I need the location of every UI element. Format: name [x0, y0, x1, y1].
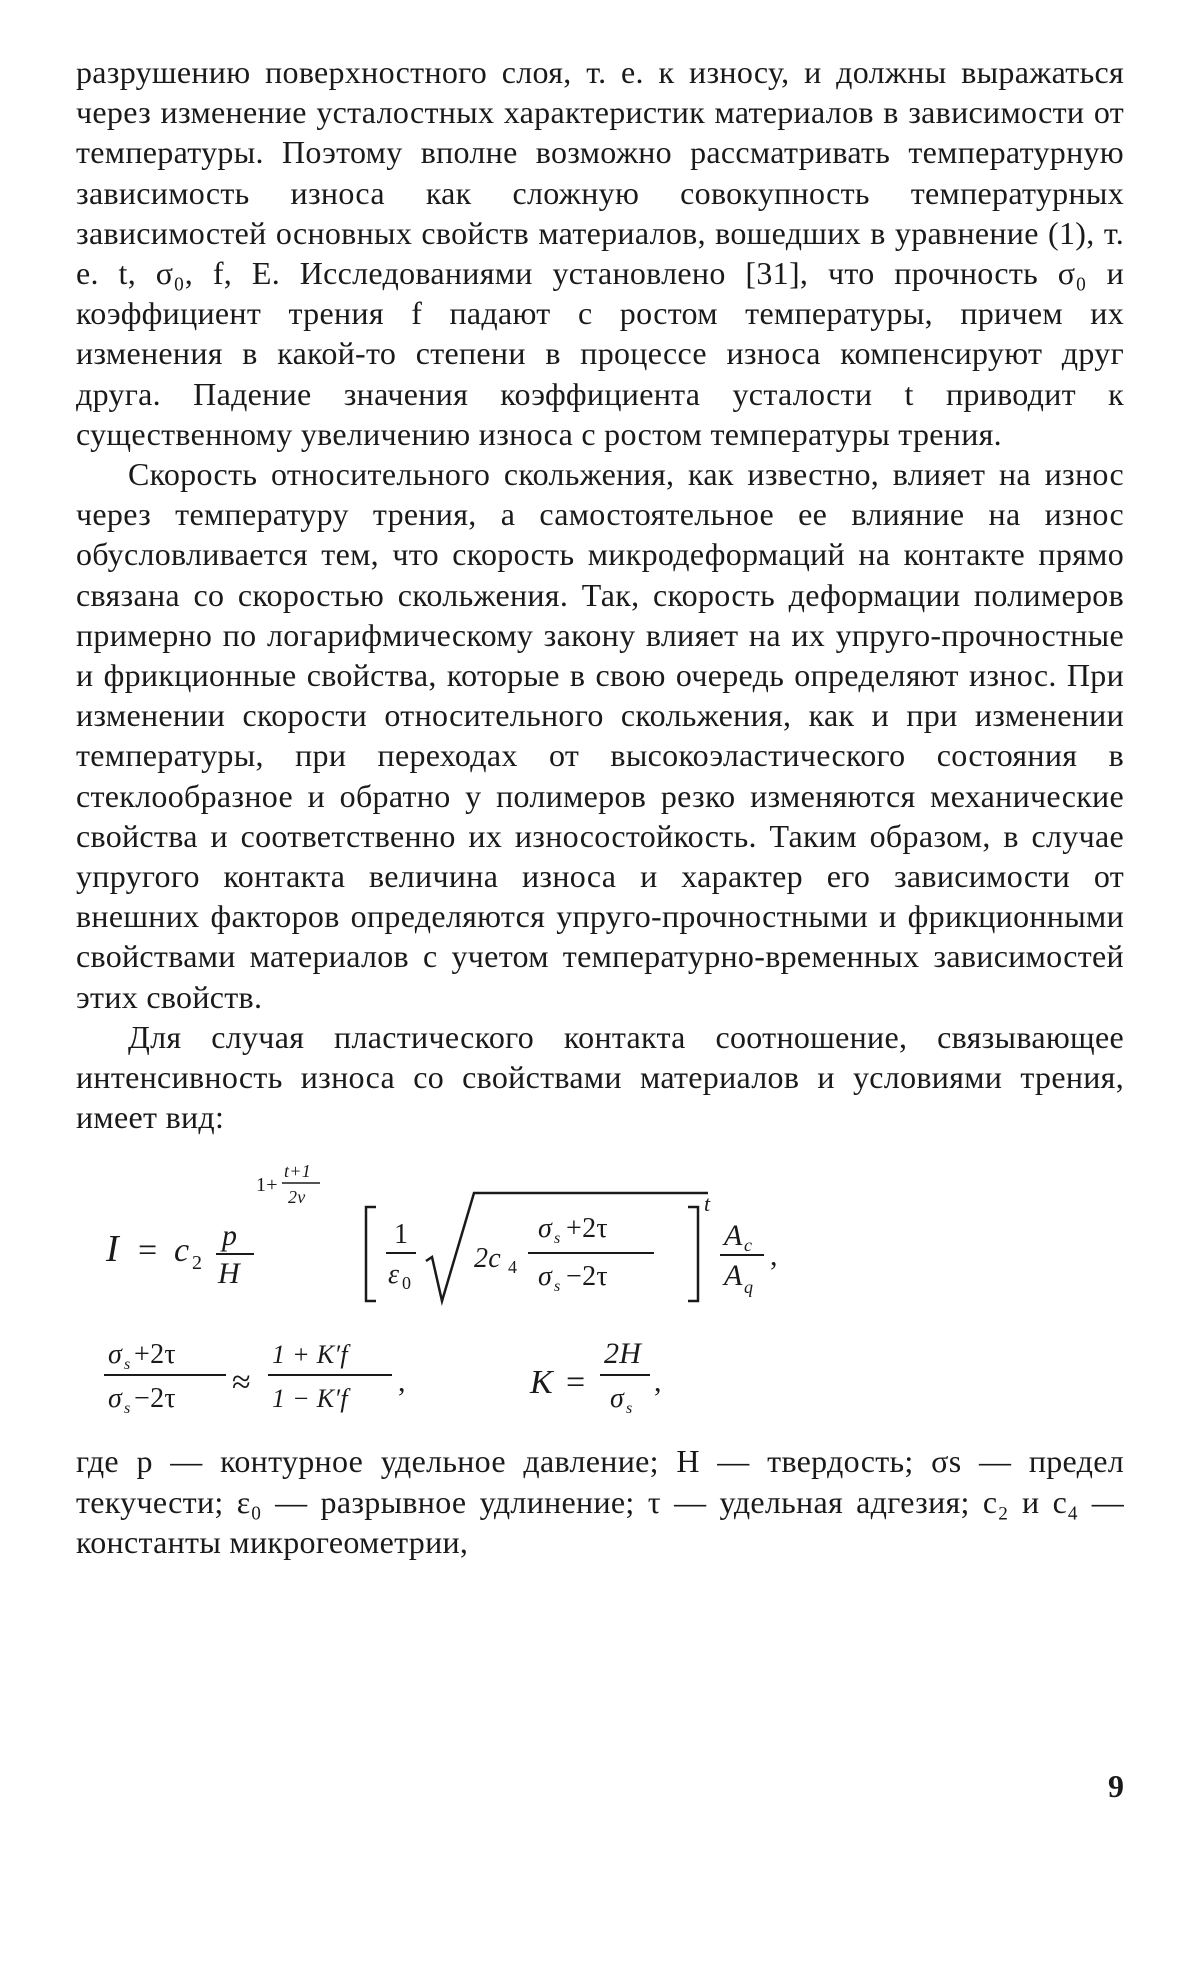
eq2-minus2tau: −2τ	[134, 1383, 176, 1415]
eq2-sig-bot: σ	[108, 1383, 123, 1415]
eq3-K: K	[530, 1364, 553, 1402]
eq1-sig-bot: σ	[538, 1261, 553, 1293]
eq1-c-sub: c	[744, 1235, 753, 1256]
eq3-equals: =	[566, 1364, 586, 1402]
eq1-s-top: s	[554, 1230, 561, 1248]
eq1-exp-den: 2ν	[288, 1187, 306, 1208]
eq2-s-top: s	[124, 1356, 131, 1374]
paragraph-3: Для случая пластического контакта соотношение, связывающее интенсивность износа со свойствами материалов и условиями трения, имеет вид:	[76, 1018, 1124, 1136]
eq3-s-sub: s	[626, 1400, 633, 1418]
eq1-q-sub: q	[744, 1277, 754, 1298]
eq1-s-bot: s	[554, 1278, 561, 1296]
eq3-2H: 2H	[604, 1337, 642, 1371]
equation-svg	[76, 1141, 1124, 1431]
paragraph-1: разрушению поверхностного слоя, т. е. к износу, и должны выражаться через изменение усталостных характеристик материалов в зависимости от температуры. Поэтому вполне возможно рассматривать температурную зависимость износа как сложную совокупность температурных зависимостей основных свойств материалов, вошедших в уравнение (1), т. е. t, σ₀, f, E. Исследованиями установлено [31], что прочность σ₀ и коэффициент трения f падают с ростом температуры, причем их изменения в какой-то степени в процессе износа компенсируют друг друга. Падение значения коэффициента усталости t приводит к существенному увеличению износа с ростом температуры трения.	[76, 54, 1124, 452]
eq1-c4-sub: 4	[508, 1257, 518, 1278]
eq1-c2-sub: 2	[192, 1252, 203, 1275]
eq1-eps0: ε	[388, 1259, 400, 1291]
text-column	[76, 52, 1124, 1562]
eq1-left-bracket	[366, 1207, 376, 1301]
eq2-plus2tau: +2τ	[134, 1339, 176, 1371]
eq2-den: 1 − K′f	[272, 1384, 348, 1414]
eq1-one: 1	[394, 1219, 409, 1251]
eq1-plus2tau: +2τ	[566, 1213, 608, 1245]
eq2-s-bot: s	[124, 1400, 131, 1418]
eq1-right-bracket	[688, 1207, 698, 1301]
eq1-c2: c	[174, 1232, 190, 1270]
eq1-H: H	[218, 1257, 240, 1291]
eq2-num: 1 + K′f	[272, 1340, 348, 1370]
page-number: 9	[1108, 1768, 1124, 1804]
eq1-sig-top: σ	[538, 1213, 553, 1245]
eq1-c4-coef: 2c	[474, 1243, 502, 1275]
eq1-minus2tau: −2τ	[566, 1261, 608, 1293]
eq1-exp-num: t+1	[284, 1161, 312, 1182]
eq3-comma: ,	[654, 1365, 662, 1399]
eq1-eps0-sub: 0	[402, 1273, 412, 1294]
eq1-t-exp: t	[704, 1191, 711, 1217]
paragraph-2: Скорость относительного скольжения, как известно, влияет на износ через температуру трения, а самостоятельное ее влияние на износ обусловливается тем, что скорость микродеформаций на контакте прямо связана со скоростью скольжения. Так, скорость деформации полимеров примерно по логарифмическому закону влияет на их упруго-прочностные и фрикционные свойства, которые в свою очередь определяют износ. При изменении скорости относительного скольжения, как и при изменении температуры, при переходах от высокоэластического состояния в стеклообразное и обратно у полимеров резко изменяются механические свойства и соответственно их износостойкость. Таким образом, в случае упругого контакта величина износа и характер его зависимости от внешних факторов определяются упруго-прочностными и фрикционными свойствами материалов с учетом температурно-временных зависимостей этих свойств.	[76, 456, 1124, 1015]
eq1-equals: =	[138, 1232, 158, 1270]
eq1-p: p	[222, 1219, 238, 1253]
eq1-comma: ,	[770, 1239, 778, 1273]
eq2-comma: ,	[398, 1365, 406, 1399]
legend-paragraph: где p — контурное удельное давление; H — твердость; σs — предел текучести; ε₀ — разрывное удлинение; τ — удельная адгезия; c₂ и c₄ — константы микрогеометрии,	[76, 1443, 1124, 1560]
eq2-approx: ≈	[232, 1364, 251, 1402]
eq1-Ac: A	[724, 1219, 743, 1253]
eq1-I: I	[106, 1228, 119, 1271]
eq1-Aq: A	[724, 1259, 743, 1293]
eq2-sig-top: σ	[108, 1339, 123, 1371]
equation-block	[76, 1141, 1124, 1431]
eq3-sig: σ	[610, 1383, 625, 1415]
eq1-exp-base: 1+	[256, 1174, 278, 1197]
